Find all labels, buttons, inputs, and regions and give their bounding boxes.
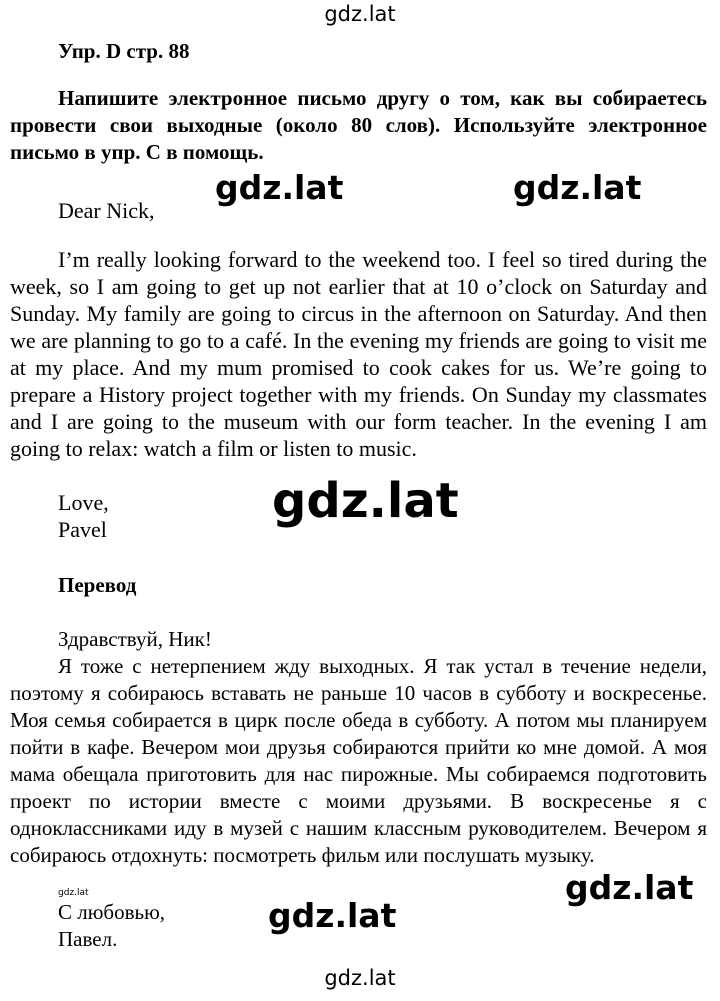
task-text: Напишите электронное письмо другу о том, как вы собираетесь провести свои выходные (около 80 слов). Используйте электронное письмо в упр. С в помощь. <box>10 86 707 164</box>
letter-ru-greeting: Здравствуй, Ник! <box>58 627 212 651</box>
watermark-overlay-2: gdz.lat <box>513 168 642 207</box>
translation-title: Перевод <box>58 573 137 597</box>
exercise-title: Упр. D стр. 88 <box>58 39 190 63</box>
watermark-top: gdz.lat <box>324 2 396 26</box>
watermark-bottom: gdz.lat <box>324 966 396 990</box>
watermark-overlay-4: gdz.lat <box>565 868 694 907</box>
letter-en-closing: Love, <box>58 490 109 515</box>
letter-en-signature: Pavel <box>58 517 107 542</box>
watermark-overlay-5: gdz.lat <box>268 896 397 935</box>
letter-en-body: I’m really looking forward to the weekend too. I feel so tired during the week, so I am going to get up not earlier that at 10 o’clock on Saturday and Sunday. My family are going to circus in the afternoon on Saturday. And then we are planning to go to a café. In the evening my friends are going to visit me at my place. And my mum promised to cook cakes for us. We’re going to prepare a History project together with my friends. On Sunday my classmates and I are going to the museum with our form teacher. In the evening I am going to relax: watch a film or listen to music. <box>10 247 707 461</box>
watermark-overlay-1: gdz.lat <box>215 168 344 207</box>
letter-en-greeting: Dear Nick, <box>58 198 155 223</box>
letter-ru-signature: Павел. <box>58 927 118 951</box>
watermark-overlay-3: gdz.lat <box>272 473 459 529</box>
watermark-tiny: gdz.lat <box>58 888 89 898</box>
letter-ru-closing: С любовью, <box>58 900 166 924</box>
letter-ru-body: Я тоже с нетерпением жду выходных. Я так устал в течение недели, поэтому я собираюсь вставать не раньше 10 часов в субботу и воскресенье. Моя семья собирается в цирк после обеда в субботу. А потом мы планируем пойти в кафе. Вечером мои друзья собираются прийти ко мне домой. А моя мама обещала приготовить для нас пирожные. Мы собираемся подготовить проект по истории вместе с моими друзьями. В воскресенье я с одноклассниками иду в музей с нашим классным руководителем. Вечером я собираюсь отдохнуть: посмотреть фильм или послушать музыку. <box>10 654 707 867</box>
